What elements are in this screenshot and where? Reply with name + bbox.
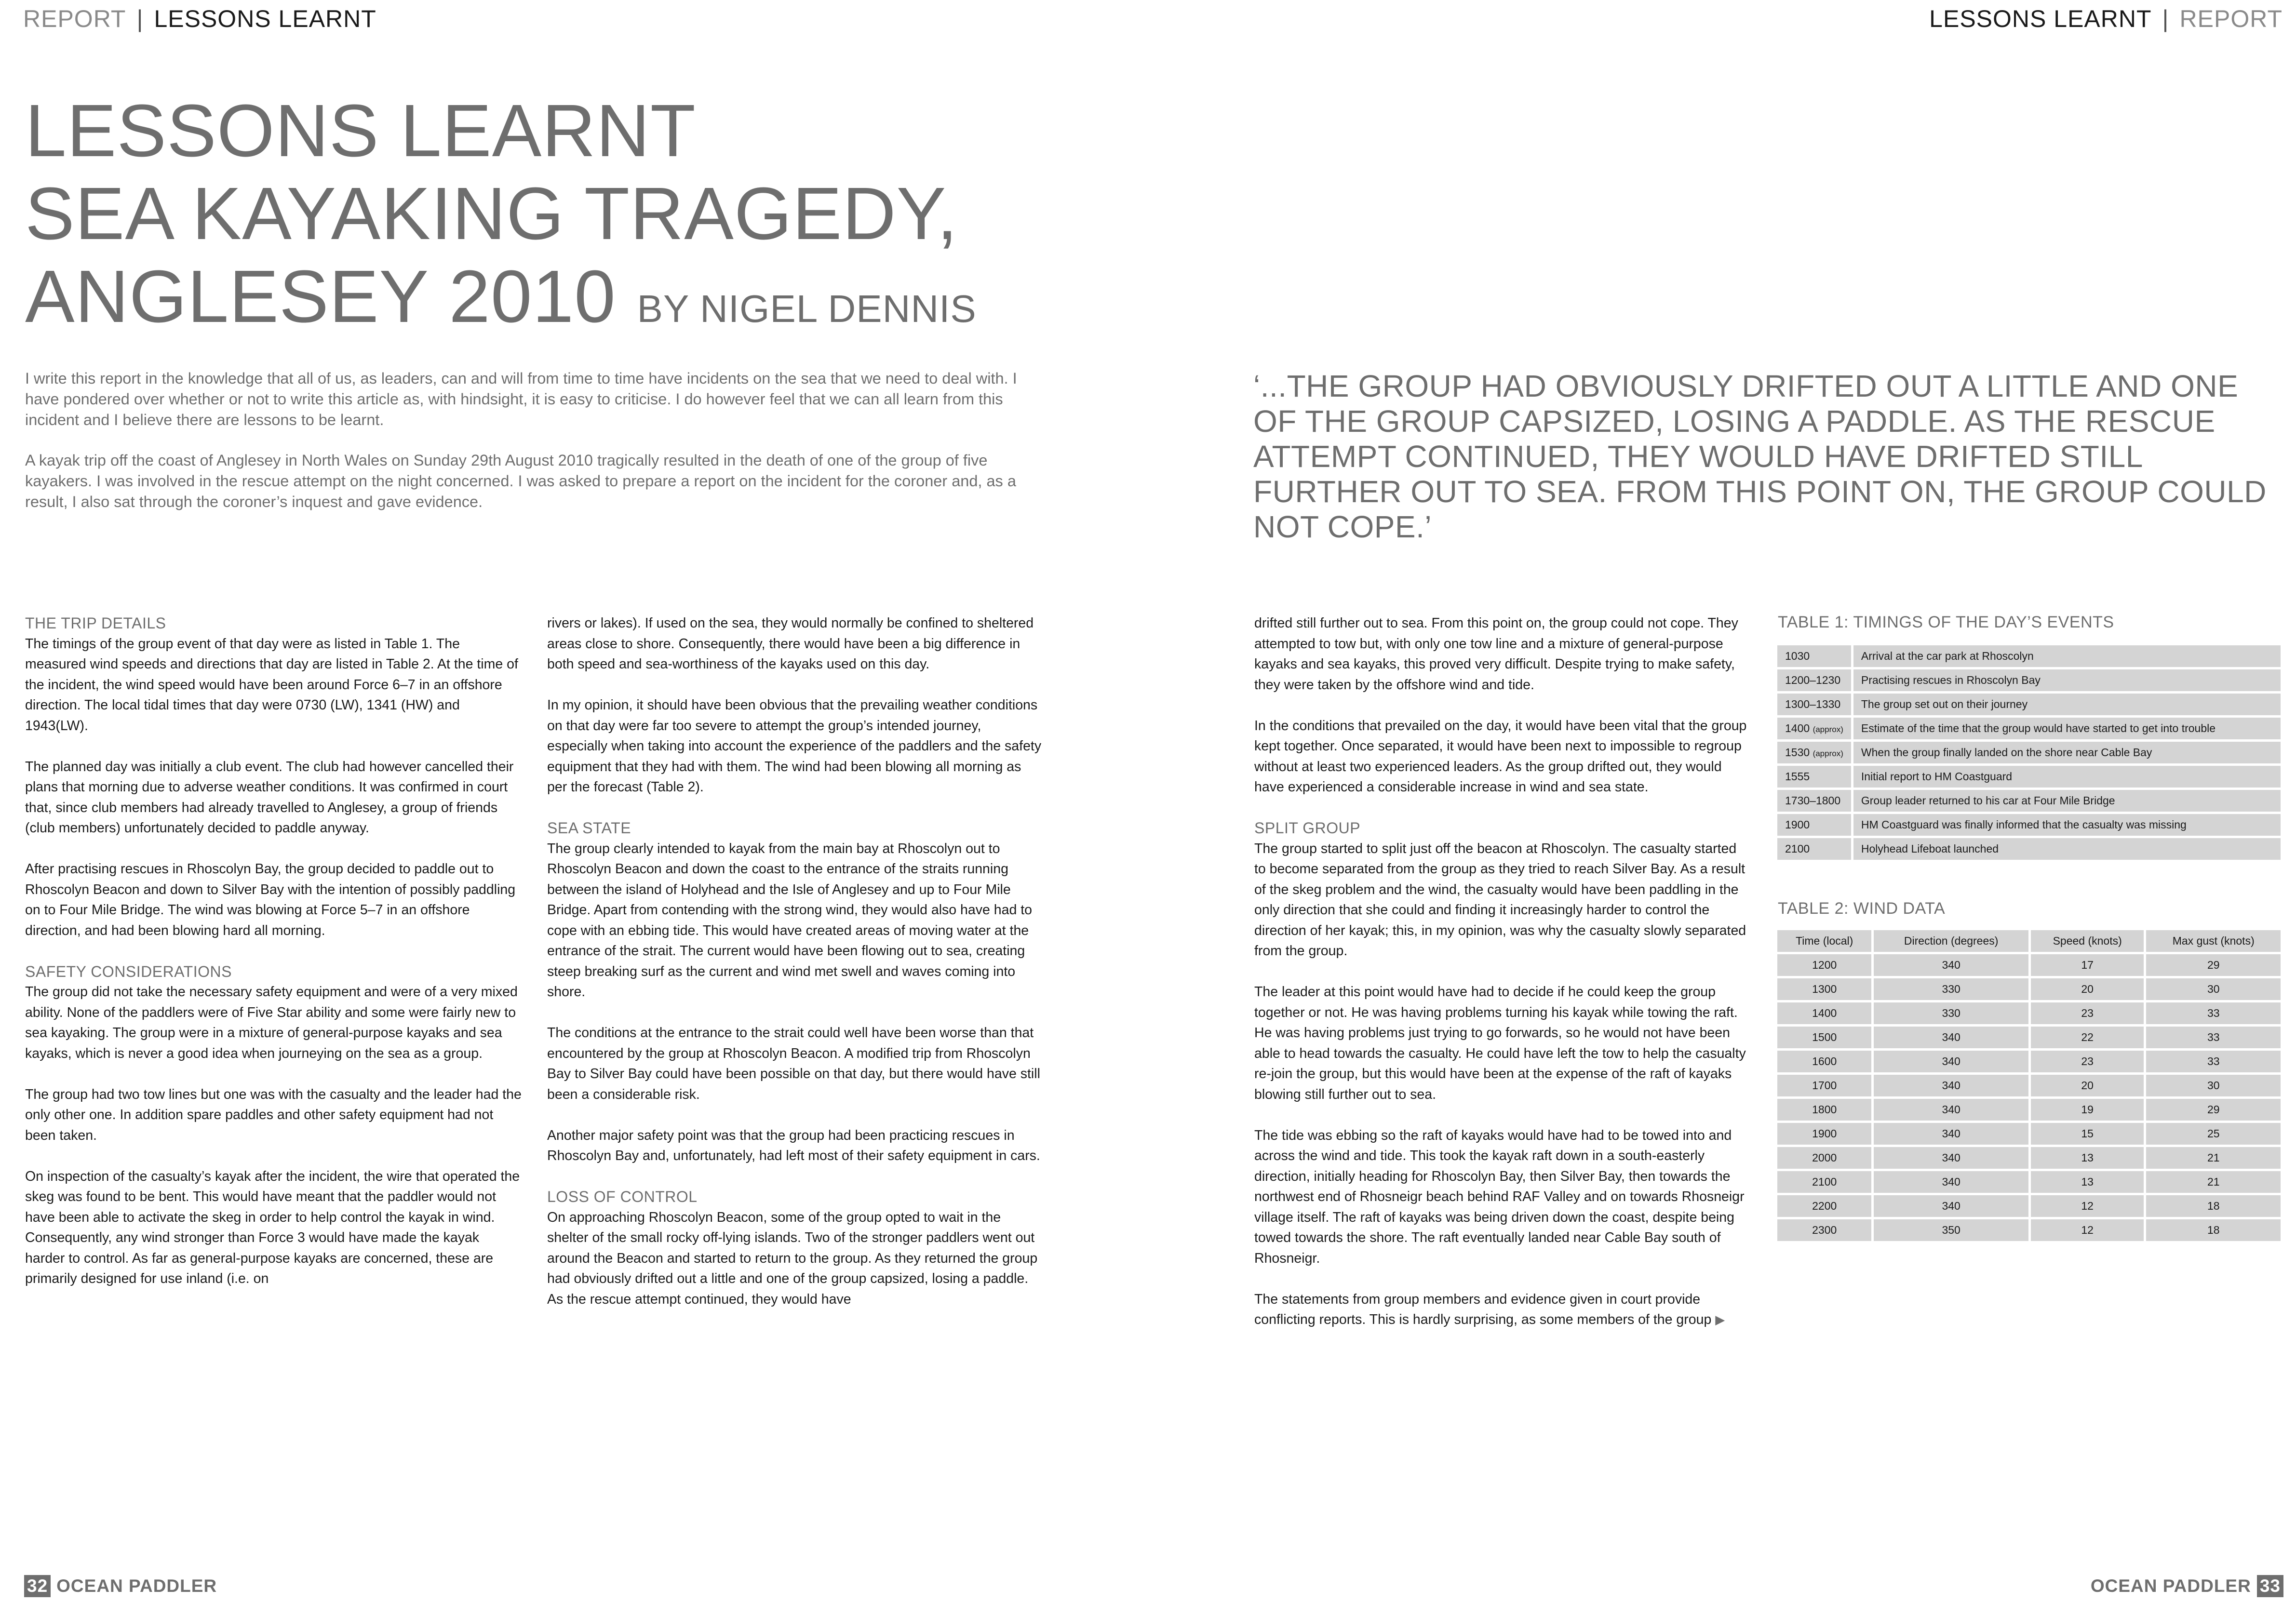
table-row [1777,978,2281,1000]
table-row [1777,1147,2281,1169]
table-cell: 1800 [1777,1099,1871,1121]
table-cell-time [1777,669,1851,691]
table-cell-event: The group set out on their journey [1853,694,2281,715]
time-note: (approx) [1813,725,1843,734]
article-byline: BY NIGEL DENNIS [637,287,977,330]
article-kicker: LESSONS LEARNT [25,89,696,172]
article-title [25,89,1134,350]
table-cell: 340 [1874,1027,2028,1048]
table-cell: 1200 [1777,954,1871,976]
table-cell-time [1777,645,1851,667]
table-cell: 29 [2146,1099,2281,1121]
table-header-cell: Max gust (knots) [2146,930,2281,952]
page-number: 33 [2257,1575,2283,1597]
section-heading-loss-of-control: LOSS OF CONTROL [547,1188,698,1205]
table-cell: 18 [2146,1195,2281,1217]
table-cell-event: Practising rescues in Rhoscolyn Bay [1853,669,2281,691]
body-paragraph: The group clearly intended to kayak from the main bay at Rhoscolyn out to Rhoscolyn Beacon and down the coast to the entrance of the straits running between the island of Holyhead and the Isle of Anglesey and up to Four Mile Bridge. Apart from contending with the strong wind, they would also have had to cope with an ebbing tide. This would have created areas of moving water at the entrance of the strait. The current would have been flowing out to sea, creating steep breaking surf as the current and wind met swell and waves coming into shore. [547,841,1033,1000]
table-row [1777,1123,2281,1145]
table-cell: 1300 [1777,978,1871,1000]
table-cell: 19 [2031,1099,2144,1121]
running-head-right: LESSONS LEARNT | REPORT [1929,5,2283,32]
table-header-cell: Direction (degrees) [1874,930,2028,952]
table-wind-data [1775,928,2283,1243]
body-paragraph: The statements from group members and evidence given in court provide conflicting reports. This is hardly surprising, as some members of the group [1254,1291,1712,1327]
time-value: 2100 [1785,842,1810,855]
body-paragraph: The leader at this point would have had to decide if he could keep the group together or not. He was having problems turning his kayak while towing the raft. He was having problems just trying to go forwards, so he would not have been able to head towards the casualty. He could have left the tow to help the casualty re-join the group, but this would have been at the expense of the raft of kayaks blowing still further out to sea. [1254,984,1746,1102]
running-head-left: REPORT | LESSONS LEARNT [23,5,376,32]
table-cell: 340 [1874,1195,2028,1217]
table-row [1777,1051,2281,1072]
body-paragraph: The group had two tow lines but one was with the casualty and the leader had the only other one. In addition spare paddles and other safety equipment had not been taken. [25,1086,522,1143]
table-cell: 350 [1874,1219,2028,1241]
table-row [1777,790,2281,812]
table-cell: 2300 [1777,1219,1871,1241]
table-header-cell: Time (local) [1777,930,1871,952]
body-paragraph: The conditions at the entrance to the strait could well have been worse than that encountered by the group at Rhoscolyn Beacon. A modified trip from Rhoscolyn Bay to Silver Bay could have been possible on that day, but there would have still been a considerable risk. [547,1025,1040,1102]
table1-caption: TABLE 1: TIMINGS OF THE DAY’S EVENTS [1778,613,2114,631]
table-row [1777,1027,2281,1048]
table-row [1777,1219,2281,1241]
table-cell: 13 [2031,1171,2144,1193]
table-cell: 17 [2031,954,2144,976]
time-value: 1030 [1785,650,1810,662]
body-paragraph: The group did not take the necessary safety equipment and were of a very mixed ability. None of the paddlers were of Five Star ability and some were fairly new to sea kayaking. The group were in a mixture of general-purpose kayaks and sea kayaks, which is never a good idea when journeying on the sea as a group. [25,984,518,1061]
time-value: 1530 [1785,746,1810,759]
time-value: 1300–1330 [1785,698,1841,710]
table-cell: 33 [2146,1002,2281,1024]
intro-paragraph: I write this report in the knowledge that all of us, as leaders, can and will from time to time have incidents on the sea that we need to deal with. I have pondered over whether or not to write this article as, with hindsight, it is easy to criticise. I do however feel that we can all learn from this incident and I believe there are lessons to be learnt. [25,370,1017,428]
time-value: 1400 [1785,722,1810,734]
table-cell: 330 [1874,978,2028,1000]
time-note: (approx) [1813,749,1843,758]
table-cell: 30 [2146,1075,2281,1096]
section-heading-sea-state: SEA STATE [547,819,631,837]
body-paragraph: In the conditions that prevailed on the day, it would have been vital that the group kept together. Once separated, it would have been next to impossible to regroup without at least two experienced leaders. As the group drifted out, they would have experienced a considerable increase in wind and sea state. [1254,718,1747,795]
table-cell: 12 [2031,1219,2144,1241]
table-row [1777,954,2281,976]
body-paragraph: Another major safety point was that the group had been practicing rescues in Rhoscolyn Bay and, unfortunately, had left most of their safety equipment in cars. [547,1127,1040,1163]
table-cell: 1700 [1777,1075,1871,1096]
table-cell-time [1777,790,1851,812]
table-row [1777,1099,2281,1121]
table-header-cell: Speed (knots) [2031,930,2144,952]
time-value: 1200–1230 [1785,674,1841,686]
table-cell-event: Estimate of the time that the group would have started to get into trouble [1853,718,2281,739]
table-cell: 1600 [1777,1051,1871,1072]
body-paragraph: The timings of the group event of that day were as listed in Table 1. The measured wind speeds and directions that day are listed in Table 2. At the time of the incident, the wind speed would have been around Force 6–7 in an offshore direction. The local tidal times that day were 0730 (LW), 1341 (HW) and 1943(LW). [25,636,518,734]
table-cell-time [1777,814,1851,836]
table-row [1777,742,2281,763]
table-cell: 33 [2146,1051,2281,1072]
footer-right [2091,1575,2283,1597]
table-cell-event: Group leader returned to his car at Four Mile Bridge [1853,790,2281,812]
magazine-name: OCEAN PADDLER [2090,1576,2251,1596]
table-cell: 340 [1874,1099,2028,1121]
table-cell: 12 [2031,1195,2144,1217]
table-cell: 2100 [1777,1171,1871,1193]
table-cell: 330 [1874,1002,2028,1024]
table-cell-time [1777,838,1851,860]
magazine-name: OCEAN PADDLER [56,1576,217,1596]
intro-paragraph: A kayak trip off the coast of Anglesey in North Wales on Sunday 29th August 2010 tragically resulted in the death of one of the group of five kayakers. I was involved in the rescue attempt on the night concerned. I was asked to prepare a report on the incident for the coroner and, as a result, I also sat through the coroner’s inquest and gave evidence. [25,452,1016,510]
body-column-3 [1254,613,1751,1330]
table-cell: 20 [2031,1075,2144,1096]
triangle-right-icon: ▶ [1715,1312,1725,1327]
table-cell: 18 [2146,1219,2281,1241]
table-cell: 25 [2146,1123,2281,1145]
body-paragraph: In my opinion, it should have been obvious that the prevailing weather conditions on that day were far too severe to attempt the group’s intended journey, especially when taking into account the experience of the paddlers and the safety equipment that they had with them. The wind had been blowing all morning as per the forecast (Table 2). [547,697,1042,795]
body-column-1 [25,613,522,1289]
table-cell: 340 [1874,1147,2028,1169]
table-cell: 21 [2146,1171,2281,1193]
footer-left [24,1575,217,1597]
table-cell: 13 [2031,1147,2144,1169]
table-cell: 1500 [1777,1027,1871,1048]
body-paragraph: The group started to split just off the beacon at Rhoscolyn. The casualty started to become separated from the group as they tried to reach Silver Bay. As a result of the skeg problem and the wind, the casualty would have been paddling in the only direction that she could and finding it increasingly harder to control the direction of her kayak; this, in my opinion, was why the casualty slowly separated from the group. [1254,841,1746,959]
table-cell: 23 [2031,1051,2144,1072]
table-cell-time [1777,694,1851,715]
article-intro [25,368,1052,532]
table-cell: 23 [2031,1002,2144,1024]
table-cell: 1900 [1777,1123,1871,1145]
body-column-2 [547,613,1044,1309]
table-cell-event: Initial report to HM Coastguard [1853,766,2281,788]
table-cell: 2000 [1777,1147,1871,1169]
table-cell: 1400 [1777,1002,1871,1024]
time-value: 1555 [1785,770,1810,783]
table-timings [1775,643,2283,862]
table-row [1777,1002,2281,1024]
table-row [1777,1075,2281,1096]
table-row [1777,694,2281,715]
table-cell: 20 [2031,978,2144,1000]
table-cell-time [1777,718,1851,739]
pull-quote: ‘...THE GROUP HAD OBVIOUSLY DRIFTED OUT A LITTLE AND ONE OF THE GROUP CAPSIZED, LOSING A PADDLE. AS THE RESCUE ATTEMPT CONTINUED, THEY WOULD HAVE DRIFTED STILL FURTHER OUT TO SEA. FROM THIS POINT ON, THE GROUP COULD NOT COPE.’ [1253,369,2267,544]
body-paragraph: After practising rescues in Rhoscolyn Bay, the group decided to paddle out to Rhoscolyn Beacon and down to Silver Bay with the intention of possibly paddling on to Four Mile Bridge. The wind was blowing at Force 5–7 in an offshore direction, and had been blowing hard all morning. [25,861,516,938]
table-cell: 15 [2031,1123,2144,1145]
table-cell-event: When the group finally landed on the shore near Cable Bay [1853,742,2281,763]
table-row [1777,814,2281,836]
body-paragraph: drifted still further out to sea. From this point on, the group could not cope. They attempted to tow but, with only one tow line and a mixture of general-purpose kayaks and sea kayaks, this proved very difficult. Despite trying to make safety, they were taken by the offshore wind and tide. [1254,615,1738,693]
table-cell-event: Arrival at the car park at Rhoscolyn [1853,645,2281,667]
table-cell: 340 [1874,1051,2028,1072]
table-cell: 22 [2031,1027,2144,1048]
body-paragraph: On approaching Rhoscolyn Beacon, some of the group opted to wait in the shelter of the small rocky off-lying islands. Two of the stronger paddlers went out around the Beacon and started to return to the group. As they returned the group had obviously drifted out a little and one of the group capsized, losing a paddle. As the rescue attempt continued, they would have [547,1209,1038,1307]
table-cell: 33 [2146,1027,2281,1048]
table-cell: 21 [2146,1147,2281,1169]
time-value: 1900 [1785,818,1810,831]
body-paragraph: The tide was ebbing so the raft of kayaks would have had to be towed into and across the wind and tide. This took the kayak raft down in a south-easterly direction, initially heading for Rhoscolyn Bay, then Silver Bay, then towards the northwest end of Rhosneigr beach behind RAF Valley and on towards Rhosneigr village itself. The raft of kayaks was being driven down the coast, despite being towed towards the shore. The raft eventually landed near Cable Bay south of Rhosneigr. [1254,1127,1745,1266]
table-row [1777,645,2281,667]
table-row [1777,1171,2281,1193]
table2-caption: TABLE 2: WIND DATA [1778,899,1946,918]
table-cell: 340 [1874,954,2028,976]
table-cell: 30 [2146,978,2281,1000]
table-row [1777,718,2281,739]
article-title-line1: SEA KAYAKING TRAGEDY, [25,172,958,255]
table-row [1777,1195,2281,1217]
body-paragraph: rivers or lakes). If used on the sea, they would normally be confined to sheltered areas close to shore. Consequently, there would have been a big difference in both speed and sea-worthiness of the kayaks used on this day. [547,615,1034,672]
table-row [1777,669,2281,691]
running-head-section: REPORT [2179,5,2283,32]
table-row [1777,838,2281,860]
body-paragraph: The planned day was initially a club event. The club had however cancelled their plans that morning due to adverse weather conditions. It was confirmed in court that, since club members had already travelled to Anglesey, a group of friends (club members) unfortunately decided to paddle anyway. [25,759,514,836]
table-row [1777,766,2281,788]
running-head-title: LESSONS LEARNT [154,5,376,32]
table-cell: 340 [1874,1171,2028,1193]
table-cell: 340 [1874,1075,2028,1096]
time-value: 1730–1800 [1785,794,1841,807]
table-cell: 2200 [1777,1195,1871,1217]
table-cell-event: HM Coastguard was finally informed that the casualty was missing [1853,814,2281,836]
section-heading-split-group: SPLIT GROUP [1254,819,1361,837]
running-head-section: REPORT [23,5,126,32]
table-cell: 340 [1874,1123,2028,1145]
page-number: 32 [24,1575,51,1597]
table-cell-event: Holyhead Lifeboat launched [1853,838,2281,860]
running-head-title: LESSONS LEARNT [1929,5,2152,32]
body-paragraph: On inspection of the casualty’s kayak after the incident, the wire that operated the skeg was found to be bent. This would have meant that the paddler would not have been able to activate the skeg in order to help control the kayak in wind. Consequently, any wind stronger than Force 3 would have made the kayak harder to control. As far as general-purpose kayaks are concerned, these are primarily designed for use inland (i.e. on [25,1168,520,1286]
table-cell-time [1777,766,1851,788]
table-cell: 29 [2146,954,2281,976]
article-title-line2: ANGLESEY 2010 [25,255,616,338]
section-heading-trip-details: THE TRIP DETAILS [25,614,166,632]
table-cell-time [1777,742,1851,763]
section-heading-safety: SAFETY CONSIDERATIONS [25,962,232,980]
